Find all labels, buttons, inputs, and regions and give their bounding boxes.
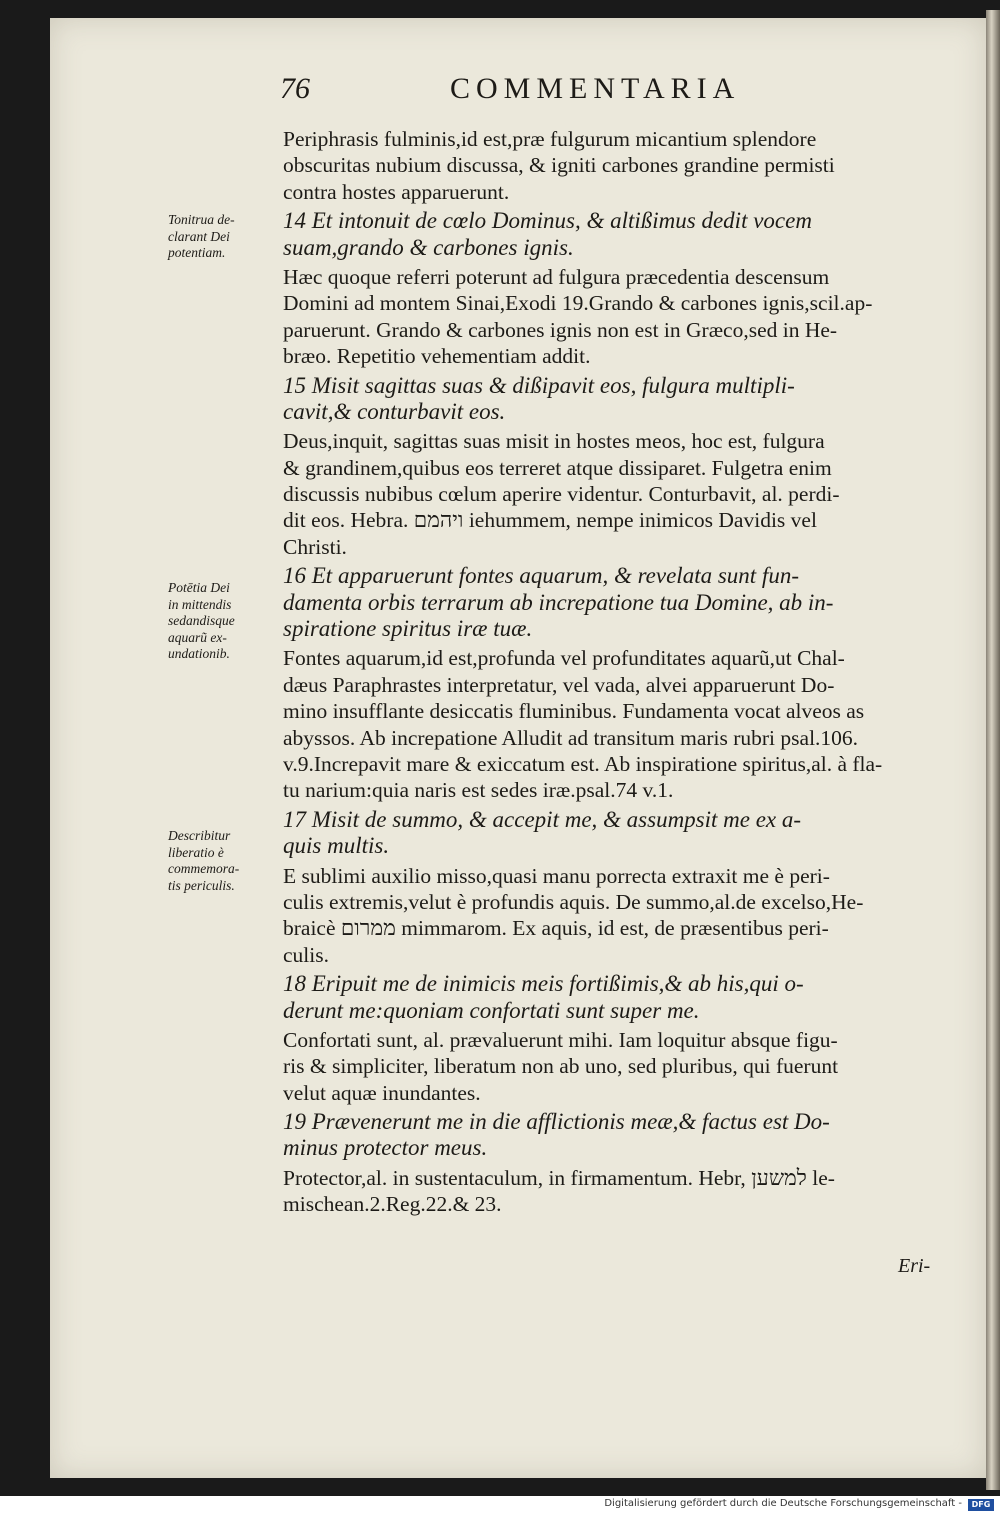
- text-line: abyssos. Ab increpatione Alludit ad transitum maris rubri psal.106.: [283, 725, 859, 750]
- text-line: Confortati sunt, al. prævaluerunt mihi. Iam loquitur absque figu-: [283, 1027, 838, 1052]
- text-line: suam,grando & carbones ignis.: [283, 234, 574, 260]
- text-line: 15 Misit sagittas suas & dißipavit eos, fulgura multipli-: [283, 372, 795, 398]
- verse-paragraph: [283, 1109, 959, 1162]
- marginal-note-line: undationib.: [168, 646, 230, 661]
- commentary-paragraph: [283, 1165, 959, 1218]
- running-head: [230, 70, 950, 114]
- verse-paragraph: [283, 807, 959, 860]
- text-line: Protector,al. in sustentaculum, in firmamentum. Hebr, למשען le-: [283, 1165, 835, 1190]
- text-line: bræo. Repetitio vehementiam addit.: [283, 344, 591, 369]
- verse-paragraph: [283, 971, 959, 1024]
- marginal-note-line: Tonitrua de-: [168, 212, 235, 227]
- marginal-note-line: potentiam.: [168, 245, 226, 260]
- text-line: ris & simpliciter, liberatum non ab uno, sed pluribus, qui fuerunt: [283, 1054, 839, 1079]
- text-line: damenta orbis terrarum ab increpatione tua Domine, ab in-: [283, 589, 834, 615]
- text-line: spiratione spiritus iræ tuæ.: [283, 616, 533, 642]
- text-line: 18 Eripuit me de inimicis meis fortißimis,& ab his,qui o-: [283, 971, 804, 997]
- text-line: 16 Et apparuerunt fontes aquarum, & revelata sunt fun-: [283, 563, 799, 589]
- commentary-paragraph: [283, 126, 959, 205]
- marginal-note-line: commemora-: [168, 861, 240, 876]
- text-line: mischean.2.Reg.22.& 23.: [283, 1192, 502, 1217]
- marginal-note-line: aquarũ ex-: [168, 629, 227, 645]
- text-line: culis extremis,velut è profundis aquis. De summo,al.de excelso,He-: [283, 889, 864, 914]
- verse-paragraph: [283, 563, 959, 642]
- text-line: culis.: [283, 942, 329, 967]
- marginal-note-line: clarant Dei: [168, 228, 230, 244]
- text-line: 19 Prævenerunt me in die afflictionis meæ,& factus est Do-: [283, 1109, 830, 1135]
- text-line: & grandinem,quibus eos terreret atque dissiparet. Fulgetra enim: [283, 455, 832, 480]
- main-text: [283, 126, 959, 1221]
- verse-paragraph: [283, 373, 959, 426]
- footer-bar: [0, 1496, 1000, 1514]
- text-line: Deus,inquit, sagittas suas misit in hostes meos, hoc est, fulgura: [283, 429, 825, 454]
- marginal-note: [168, 580, 286, 663]
- commentary-paragraph: [283, 1027, 959, 1106]
- text-line: Domini ad montem Sinai,Exodi 19.Grando & carbones ignis,scil.ap-: [283, 291, 873, 316]
- text-line: velut aquæ inundantes.: [283, 1080, 481, 1105]
- text-line: cavit,& conturbavit eos.: [283, 398, 506, 424]
- text-line: quis multis.: [283, 833, 390, 859]
- text-line: Periphrasis fulminis,id est,præ fulgurum micantium splendore: [283, 127, 817, 151]
- marginal-note-line: sedandisque: [168, 613, 235, 628]
- marginal-note: [168, 212, 286, 262]
- text-line: mino insufflante desiccatis fluminibus. Fundamenta vocat alveos as: [283, 699, 865, 724]
- text-line: 17 Misit de summo, & accepit me, & assumpsit me ex a-: [283, 806, 802, 832]
- text-line: Fontes aquarum,id est,profunda vel profunditates aquarũ,ut Chal-: [283, 646, 845, 671]
- page-number: 76: [280, 72, 310, 105]
- text-line: minus protector meus.: [283, 1135, 488, 1161]
- text-line: dæus Paraphrastes interpretatur, vel vada, alvei apparuerunt Do-: [283, 672, 835, 697]
- commentary-paragraph: [283, 645, 959, 803]
- text-line: Hæc quoque referri poterunt ad fulgura præcedentia descensum: [283, 264, 830, 289]
- marginal-note-line: liberatio è: [168, 844, 224, 860]
- commentary-paragraph: [283, 863, 959, 969]
- text-line: 14 Et intonuit de cœlo Dominus, & altißimus dedit vocem: [283, 208, 812, 234]
- text-line: Christi.: [283, 534, 347, 559]
- running-title: COMMENTARIA: [450, 72, 741, 105]
- commentary-paragraph: [283, 428, 959, 560]
- commentary-paragraph: [283, 264, 959, 370]
- catchword: Eri-: [898, 1255, 931, 1277]
- text-line: contra hostes apparuerunt.: [283, 179, 510, 204]
- marginal-note-line: tis periculis.: [168, 877, 235, 893]
- verse-paragraph: [283, 208, 959, 261]
- text-line: obscuritas nubium discussa, & igniti carbones grandine permisti: [283, 153, 835, 178]
- text-line: braicè ממרום mimmarom. Ex aquis, id est, de præsentibus peri-: [283, 916, 829, 941]
- text-line: v.9.Increpavit mare & exiccatum est. Ab inspiratione spiritus,al. à fla-: [283, 751, 883, 776]
- marginal-note-line: Potētia Dei: [168, 580, 230, 595]
- text-line: derunt me:quoniam confortati sunt super me.: [283, 997, 700, 1023]
- footer-credit: Digitalisierung gefördert durch die Deutsche Forschungsgemeinschaft -: [604, 1498, 962, 1509]
- marginal-note-line: in mittendis: [168, 596, 232, 612]
- text-line: tu narium:quia naris est sedes iræ.psal.74 v.1.: [283, 778, 674, 803]
- text-line: paruerunt. Grando & carbones ignis non est in Græco,sed in He-: [283, 317, 838, 342]
- text-line: E sublimi auxilio misso,quasi manu porrecta extraxit me è peri-: [283, 863, 830, 888]
- page-edge: [986, 10, 1000, 1490]
- marginal-note-line: Describitur: [168, 828, 231, 843]
- marginal-note: [168, 828, 286, 894]
- dfg-logo: DFG: [968, 1499, 994, 1511]
- text-line: dit eos. Hebra. ויהמם iehummem, nempe inimicos Davidis vel: [283, 508, 817, 533]
- text-line: discussis nubibus cœlum aperire videntur. Conturbavit, al. perdi-: [283, 482, 840, 507]
